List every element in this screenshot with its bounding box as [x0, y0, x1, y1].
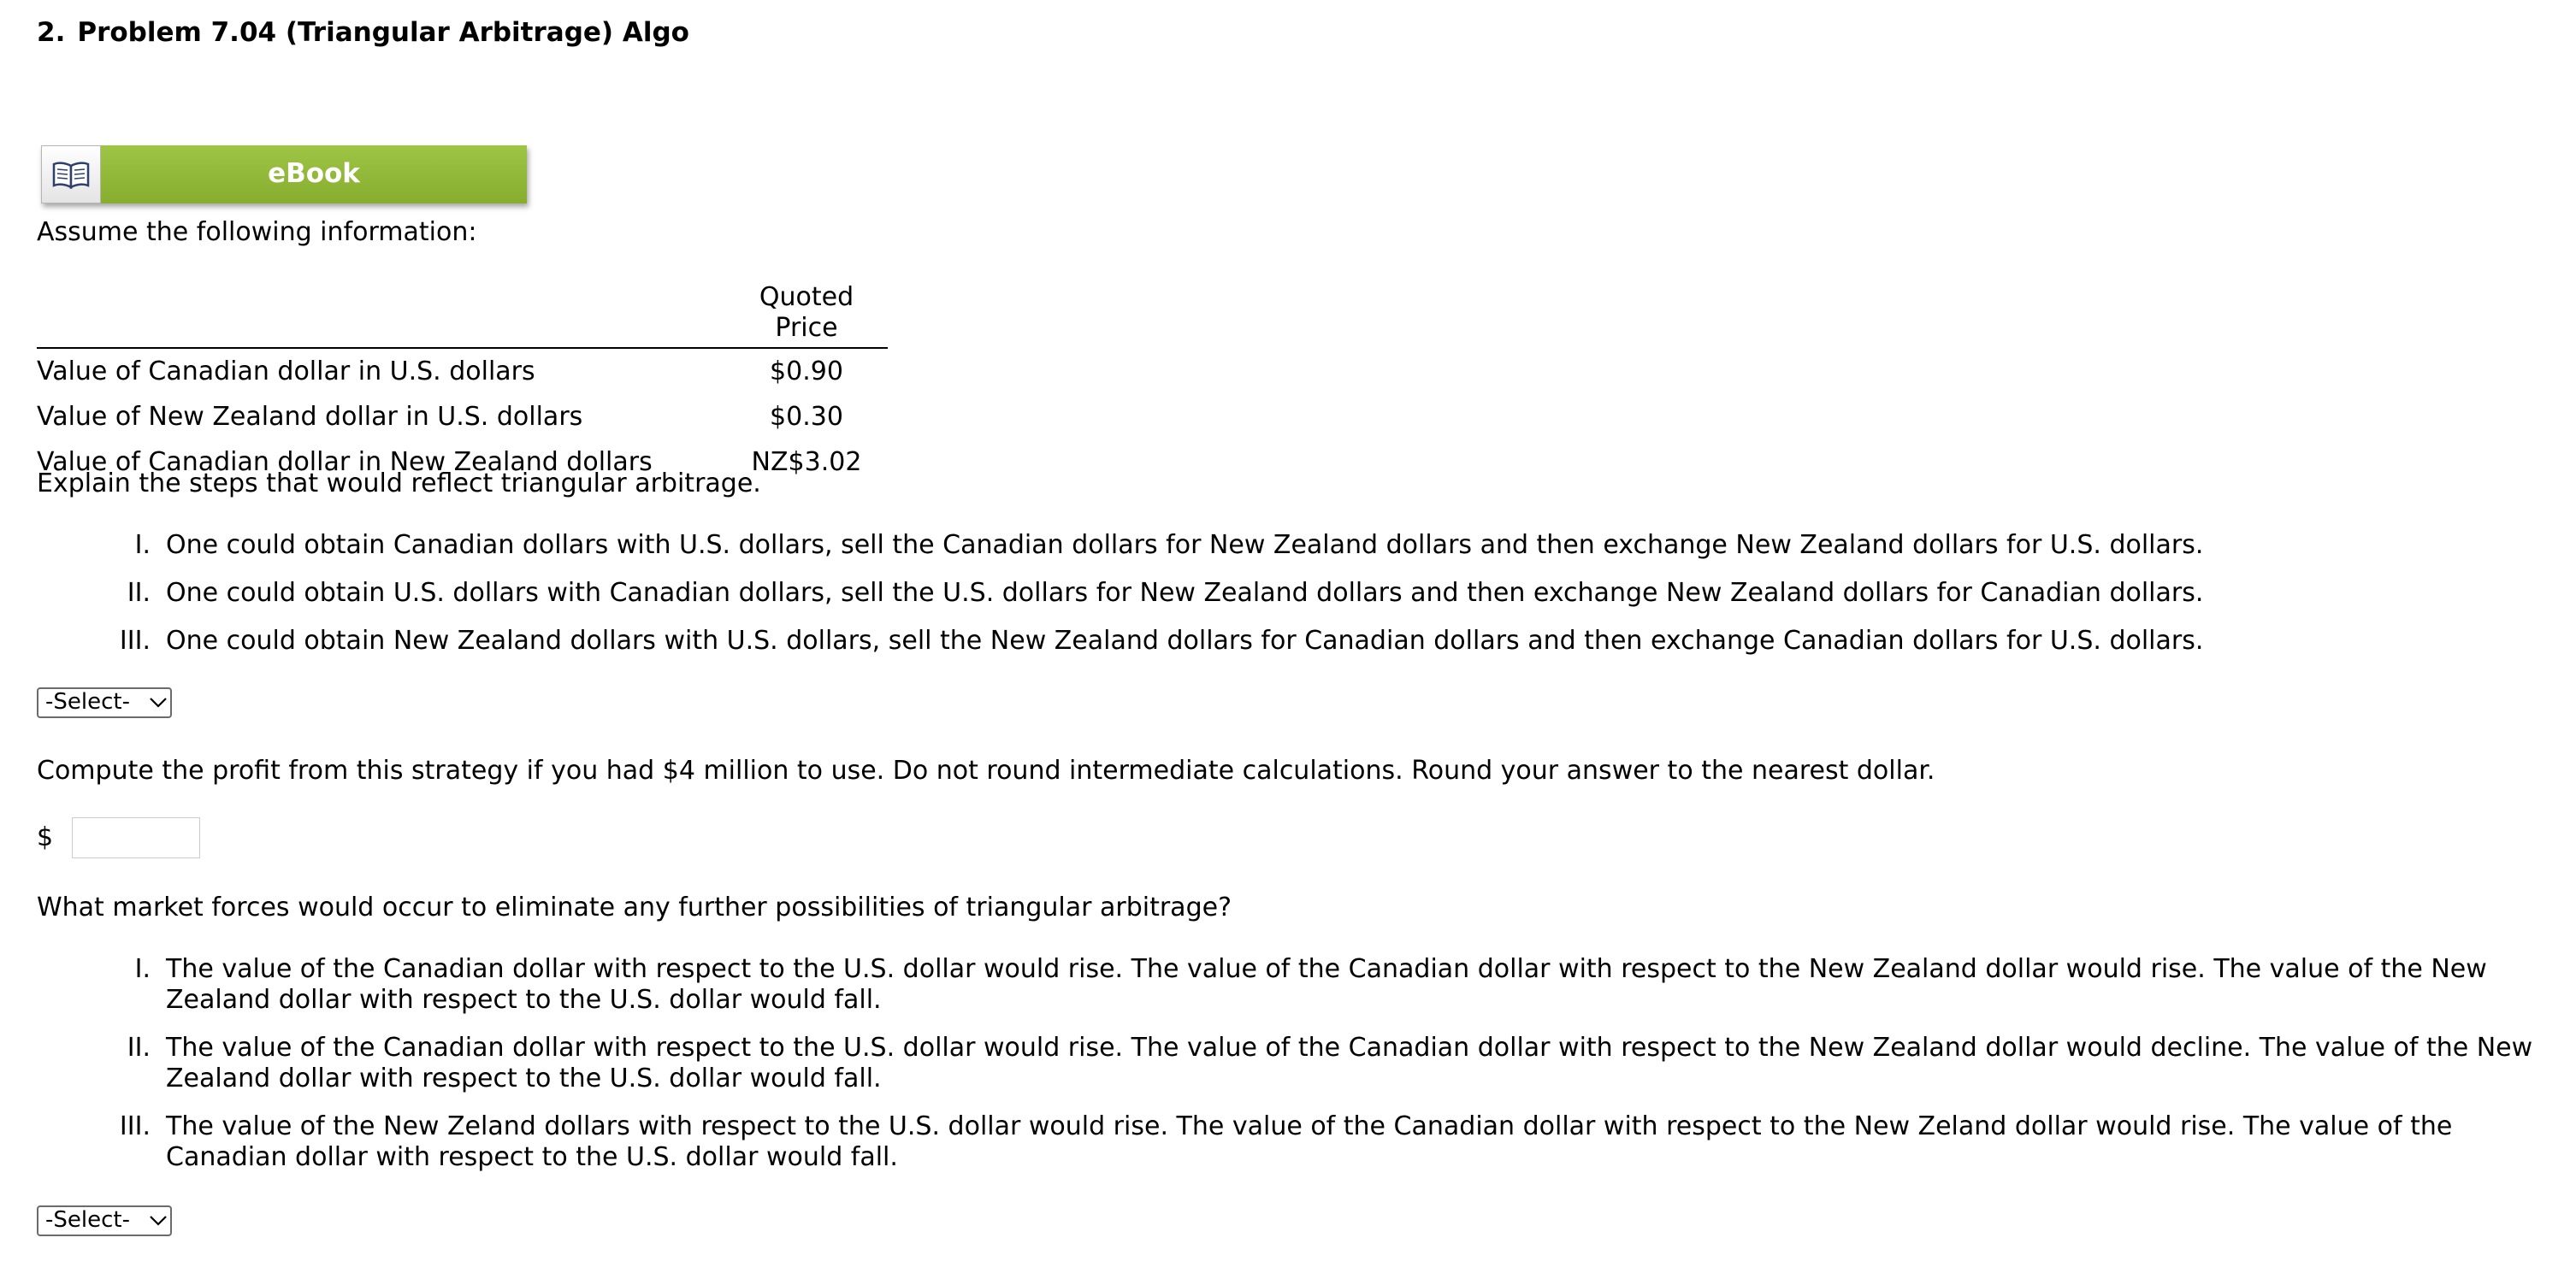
price-row-label: Value of New Zealand dollar in U.S. dollars	[37, 401, 583, 432]
question-2-prompt: Compute the profit from this strategy if you had $4 million to use. Do not round intermediate calculations. Round your answer to the nearest dollar.	[37, 756, 1935, 786]
price-row-label: Value of Canadian dollar in New Zealand dollars	[37, 446, 653, 477]
quoted-price-header: Quoted Price	[759, 282, 854, 343]
currency-symbol: $	[37, 822, 54, 852]
price-row-label: Value of Canadian dollar in U.S. dollars	[37, 356, 535, 386]
select-value: -Select-	[45, 1207, 130, 1234]
table-row	[37, 348, 888, 394]
option-numeral: I.	[134, 954, 151, 984]
profit-answer-input[interactable]	[72, 817, 200, 858]
q3-answer-select[interactable]	[37, 1205, 172, 1236]
q1-option-2	[127, 578, 2561, 609]
option-numeral: II.	[127, 578, 151, 608]
option-text: The value of the Canadian dollar with respect to the U.S. dollar would rise. The value of the Canadian dollar with respect to the New Zealand dollar would rise. The value of the New Zealand dollar with respect to the U.S. dollar would fall.	[166, 954, 2487, 1015]
problem-heading	[37, 17, 689, 49]
q1-option-1	[134, 530, 2561, 561]
open-book-icon	[41, 145, 101, 203]
intro-text: Assume the following information:	[37, 217, 477, 247]
question-3-prompt: What market forces would occur to eliminate any further possibilities of triangular arbitrage?	[37, 893, 1232, 922]
q3-option-1	[134, 954, 2561, 1016]
ebook-button[interactable]	[41, 145, 527, 203]
price-table-header-row	[37, 282, 888, 348]
option-text: The value of the Canadian dollar with respect to the U.S. dollar would rise. The value of the Canadian dollar with respect to the New Zealand dollar would decline. The value of the New Zealand dollar with respect to the U.S. dollar would fall.	[166, 1033, 2533, 1093]
question-1-prompt: Explain the steps that would reflect triangular arbitrage.	[37, 468, 761, 498]
option-text: One could obtain New Zealand dollars with U.S. dollars, sell the New Zealand dollars for Canadian dollars and then exchange Canadian dollars for U.S. dollars.	[166, 626, 2204, 656]
option-numeral: III.	[119, 1111, 151, 1141]
chevron-down-icon	[146, 697, 170, 709]
option-text: One could obtain Canadian dollars with U.S. dollars, sell the Canadian dollars for New Zealand dollars and then exchange New Zealand dollars for U.S. dollars.	[166, 530, 2204, 560]
price-table-corner	[37, 282, 725, 348]
option-numeral: I.	[134, 530, 151, 560]
option-text: One could obtain U.S. dollars with Canadian dollars, sell the U.S. dollars for New Zealand dollars and then exchange New Zealand dollars for Canadian dollars.	[166, 578, 2204, 608]
chevron-down-icon	[146, 1215, 170, 1227]
q3-option-2	[127, 1033, 2561, 1094]
q1-answer-select[interactable]	[37, 687, 172, 718]
option-numeral: II.	[127, 1033, 151, 1063]
table-row	[37, 394, 888, 439]
price-table	[37, 282, 888, 485]
option-text: The value of the New Zeland dollars with respect to the U.S. dollar would rise. The value of the Canadian dollar with respect to the New Zeland dollar would rise. The value of the Canadian dollar with respect to the U.S. dollar would fall.	[166, 1111, 2453, 1172]
price-row-value: $0.90	[770, 356, 843, 386]
q3-option-3	[119, 1111, 2561, 1173]
select-value: -Select-	[45, 689, 130, 716]
option-numeral: III.	[119, 626, 151, 656]
q1-option-3	[119, 626, 2561, 657]
problem-number: 2.	[37, 17, 66, 48]
price-row-value: NZ$3.02	[751, 446, 862, 477]
problem-title: Problem 7.04 (Triangular Arbitrage) Algo	[77, 17, 689, 48]
ebook-label: eBook	[101, 145, 527, 203]
price-row-value: $0.30	[770, 401, 843, 432]
